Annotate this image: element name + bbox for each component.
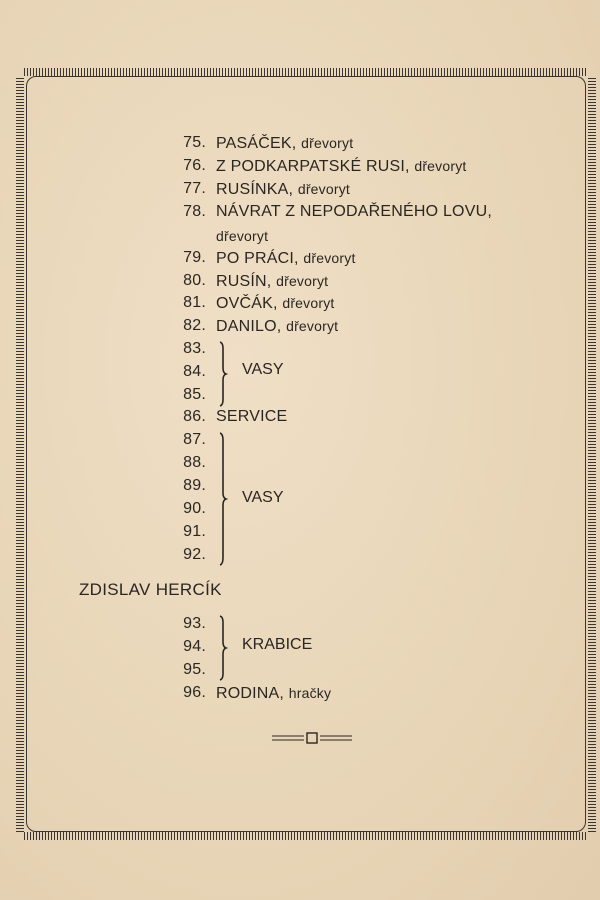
entry-title: RUSÍN, dřevoryt bbox=[216, 273, 329, 290]
border-top-hatch bbox=[24, 68, 588, 76]
entry-title: PASÁČEK, dřevoryt bbox=[216, 135, 354, 152]
entry-number: 85. bbox=[183, 386, 206, 403]
group-label: VASY bbox=[242, 489, 284, 506]
curly-brace bbox=[212, 431, 228, 567]
entry-number: 95. bbox=[183, 661, 206, 678]
artist-heading: ZDISLAV HERCÍK bbox=[79, 580, 222, 599]
border-right-hatch bbox=[588, 76, 596, 832]
group-label: VASY bbox=[242, 361, 284, 378]
entry-number: 75. bbox=[183, 134, 206, 151]
entry-number: 86. bbox=[183, 408, 206, 425]
entry-number: 92. bbox=[183, 546, 206, 563]
entry-number: 79. bbox=[183, 249, 206, 266]
entry-title: RUSÍNKA, dřevoryt bbox=[216, 181, 351, 198]
entry-title: PO PRÁCI, dřevoryt bbox=[216, 250, 356, 267]
ornament-divider bbox=[270, 730, 354, 746]
entry-number: 90. bbox=[183, 500, 206, 517]
curly-brace bbox=[212, 340, 228, 408]
entry-title-continued: dřevoryt bbox=[216, 228, 269, 244]
entry-number: 91. bbox=[183, 523, 206, 540]
entry-number: 87. bbox=[183, 431, 206, 448]
entry-number: 96. bbox=[183, 684, 206, 701]
entry-number: 76. bbox=[183, 157, 206, 174]
entry-number: 94. bbox=[183, 638, 206, 655]
entry-title: RODINA, hračky bbox=[216, 685, 332, 702]
entry-number: 77. bbox=[183, 180, 206, 197]
entry-number: 89. bbox=[183, 477, 206, 494]
group-label: KRABICE bbox=[242, 636, 313, 653]
entry-number: 80. bbox=[183, 272, 206, 289]
entry-number: 93. bbox=[183, 615, 206, 632]
entry-title: OVČÁK, dřevoryt bbox=[216, 295, 335, 312]
entry-number: 78. bbox=[183, 203, 206, 220]
entry-title: DANILO, dřevoryt bbox=[216, 318, 339, 335]
entry-title: SERVICE bbox=[216, 408, 288, 425]
entry-number: 84. bbox=[183, 363, 206, 380]
entry-number: 81. bbox=[183, 294, 206, 311]
entry-title: Z PODKARPATSKÉ RUSI, dřevoryt bbox=[216, 158, 467, 175]
entry-number: 82. bbox=[183, 317, 206, 334]
entry-title: NÁVRAT Z NEPODAŘENÉHO LOVU, bbox=[216, 203, 492, 220]
border-left-hatch bbox=[16, 76, 24, 832]
entry-number: 83. bbox=[183, 340, 206, 357]
curly-brace bbox=[212, 614, 228, 682]
border-bottom-hatch bbox=[24, 832, 588, 840]
entry-number: 88. bbox=[183, 454, 206, 471]
